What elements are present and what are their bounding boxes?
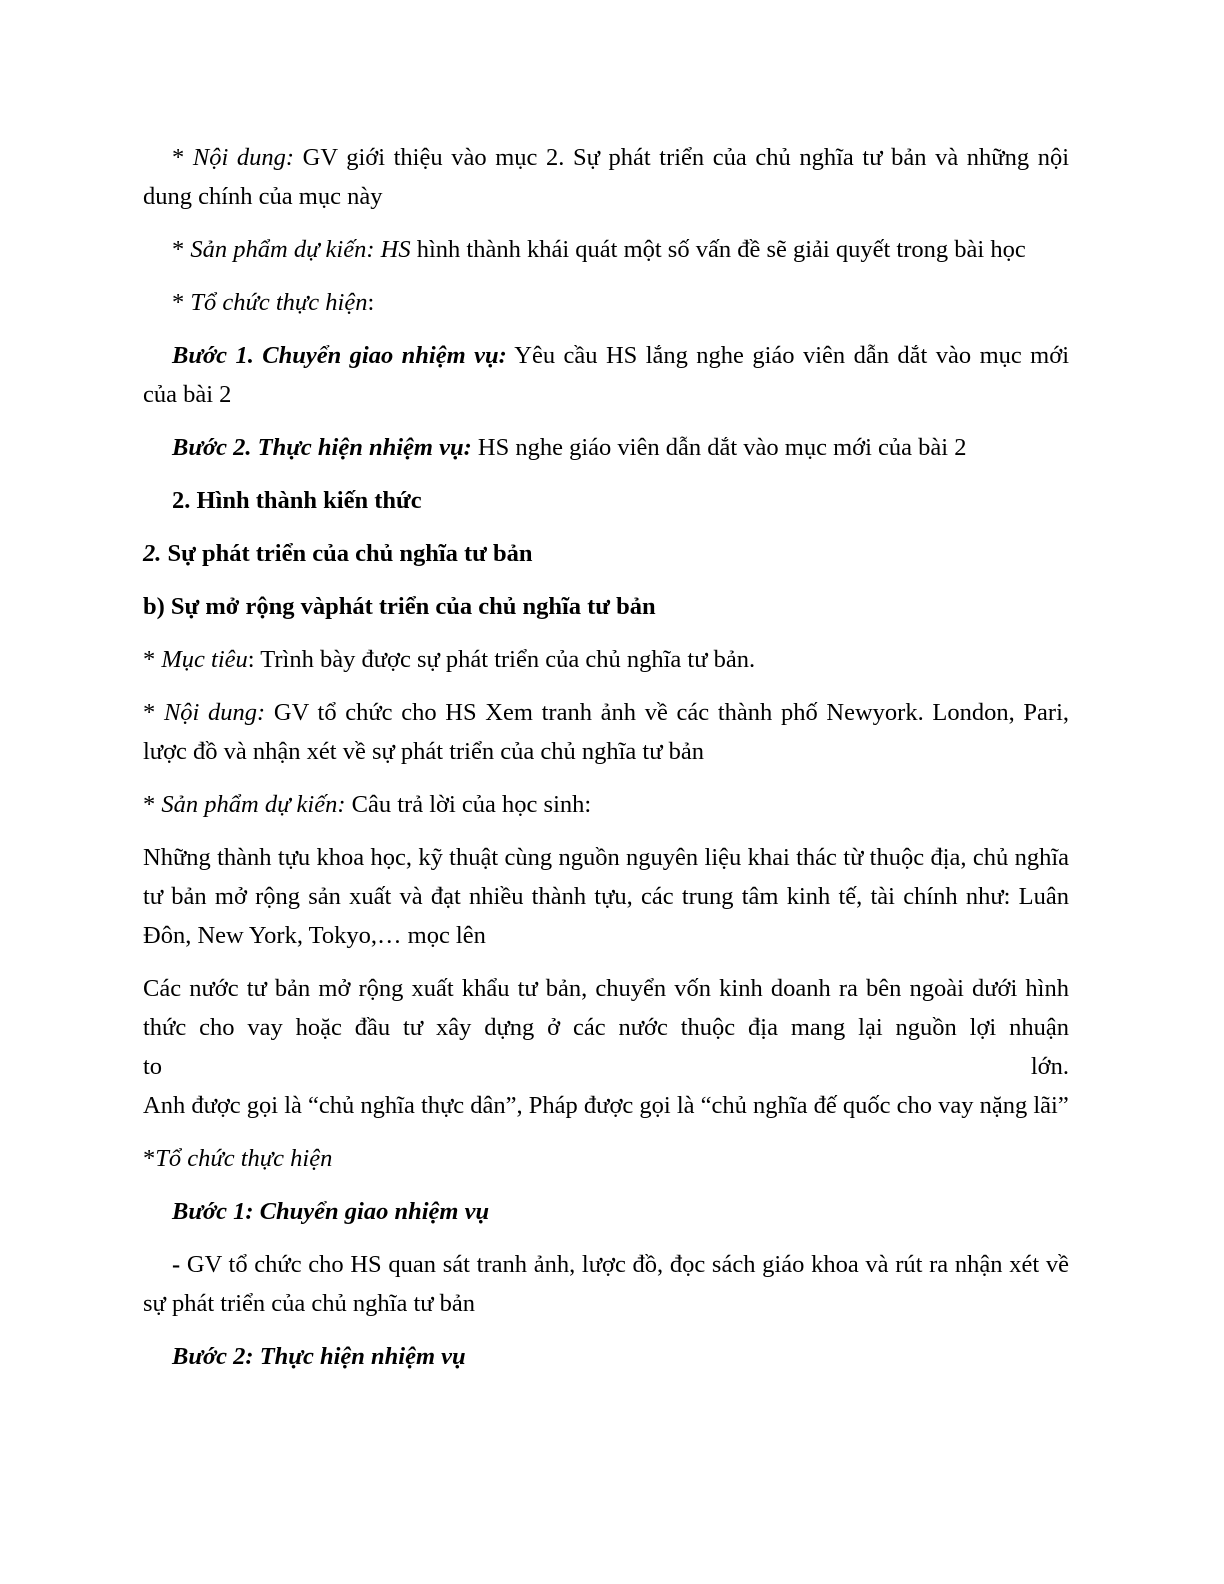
step2-label: Bước 2. Thực hiện nhiệm vụ: [172, 434, 472, 461]
step1-label: Bước 1. Chuyển giao nhiệm vụ: [172, 342, 507, 369]
step2-heading: Bước 2: Thực hiện nhiệm vụ [172, 1343, 466, 1370]
step2-text: HS nghe giáo viên dẫn dắt vào mục mới của bài 2 [471, 434, 967, 461]
subsection-title: Sự phát triển của chủ nghĩa tư bản [161, 540, 533, 567]
subsection-number: 2. [143, 540, 162, 567]
step1-text: Yêu cầu HS lắng nghe giáo viên dẫn dắt vào mục mới của bài 2 [143, 342, 1069, 408]
content-label: Nội dung: [192, 144, 295, 171]
expected-product-paragraph: * Sản phẩm dự kiến: HS hình thành khái quát một số vấn đề sẽ giải quyết trong bài học [172, 236, 1026, 263]
subsection-heading [143, 534, 1069, 573]
organization-text: : [367, 289, 375, 316]
answer-paragraph-3: Anh được gọi là “chủ nghĩa thực dân”, Pháp được gọi là “chủ nghĩa đế quốc cho vay nặng lãi” [143, 1092, 1069, 1119]
expected-product-text: hình thành khái quát một số vấn đề sẽ giải quyết trong bài học [410, 236, 1026, 263]
answer-paragraph-1: Những thành tựu khoa học, kỹ thuật cùng nguồn nguyên liệu khai thác từ thuộc địa, chủ nghĩa tư bản mở rộng sản xuất và đạt nhiều thành tựu, các trung tâm kinh tế, tài chính như: Luân Đôn, New York, Tokyo,… mọc lên [143, 844, 1069, 949]
step2-paragraph [143, 428, 1069, 467]
organization-label-2: Tổ chức thực hiện [155, 1145, 333, 1172]
answer-tail-left: to [143, 1053, 163, 1080]
organization-paragraph: * Tổ chức thực hiện: [172, 289, 375, 316]
expected-product-label: Sản phẩm dự kiến: HS [190, 236, 411, 263]
document-body [143, 138, 1069, 1390]
step1-heading: Bước 1: Chuyển giao nhiệm vụ [172, 1198, 490, 1225]
step1-detail-text: GV tổ chức cho HS quan sát tranh ảnh, lược đồ, đọc sách giáo khoa và rút ra nhận xét về sự phát triển của chủ nghĩa tư bản [143, 1251, 1069, 1317]
step1-paragraph [143, 336, 1069, 414]
subsubsection-heading: b) Sự mở rộng vàphát triển của chủ nghĩa tư bản [143, 593, 656, 620]
answer-paragraph-2 [143, 969, 1069, 1125]
expected-product-paragraph-2: * Sản phẩm dự kiến: Câu trả lời của học sinh: [143, 791, 592, 818]
content-label-2: Nội dung: [163, 699, 266, 726]
objective-text: : Trình bày được sự phát triển của chủ nghĩa tư bản. [247, 646, 756, 673]
expected-product-label-2: Sản phẩm dự kiến: [161, 791, 346, 818]
content-paragraph: * Nội dung: GV giới thiệu vào mục 2. Sự phát triển của chủ nghĩa tư bản và những nội dung chính của mục này [143, 144, 1070, 210]
organization-paragraph-2: *Tổ chức thực hiện [143, 1145, 333, 1172]
step1-dash: - [172, 1251, 181, 1278]
answer-paragraph-2-text: Các nước tư bản mở rộng xuất khẩu tư bản, chuyển vốn kinh doanh ra bên ngoài dưới hình thức cho vay hoặc đầu tư xây dựng ở các nước thuộc địa mang lại nguồn lợi nhuận [143, 975, 1069, 1041]
objective-label: Mục tiêu [161, 646, 248, 673]
section-heading: 2. Hình thành kiến thức [172, 487, 422, 514]
organization-label: Tổ chức thực hiện [190, 289, 368, 316]
objective-paragraph: * Mục tiêu: Trình bày được sự phát triển của chủ nghĩa tư bản. [143, 646, 756, 673]
content-text: GV giới thiệu vào mục 2. Sự phát triển của chủ nghĩa tư bản và những nội dung chính của mục này [143, 144, 1070, 210]
content-text-2: GV tổ chức cho HS Xem tranh ảnh về các thành phố Newyork. London, Pari, lược đồ và nhận xét về sự phát triển của chủ nghĩa tư bản [143, 699, 1070, 765]
content-paragraph-2: * Nội dung: GV tổ chức cho HS Xem tranh ảnh về các thành phố Newyork. London, Pari, lược đồ và nhận xét về sự phát triển của chủ nghĩa tư bản [143, 699, 1070, 765]
step1-detail-paragraph [143, 1245, 1069, 1323]
answer-tail-right: lớn. [1030, 1053, 1069, 1080]
answer-paragraph-2-tail [143, 1047, 1069, 1086]
expected-product-text-2: Câu trả lời của học sinh: [345, 791, 592, 818]
